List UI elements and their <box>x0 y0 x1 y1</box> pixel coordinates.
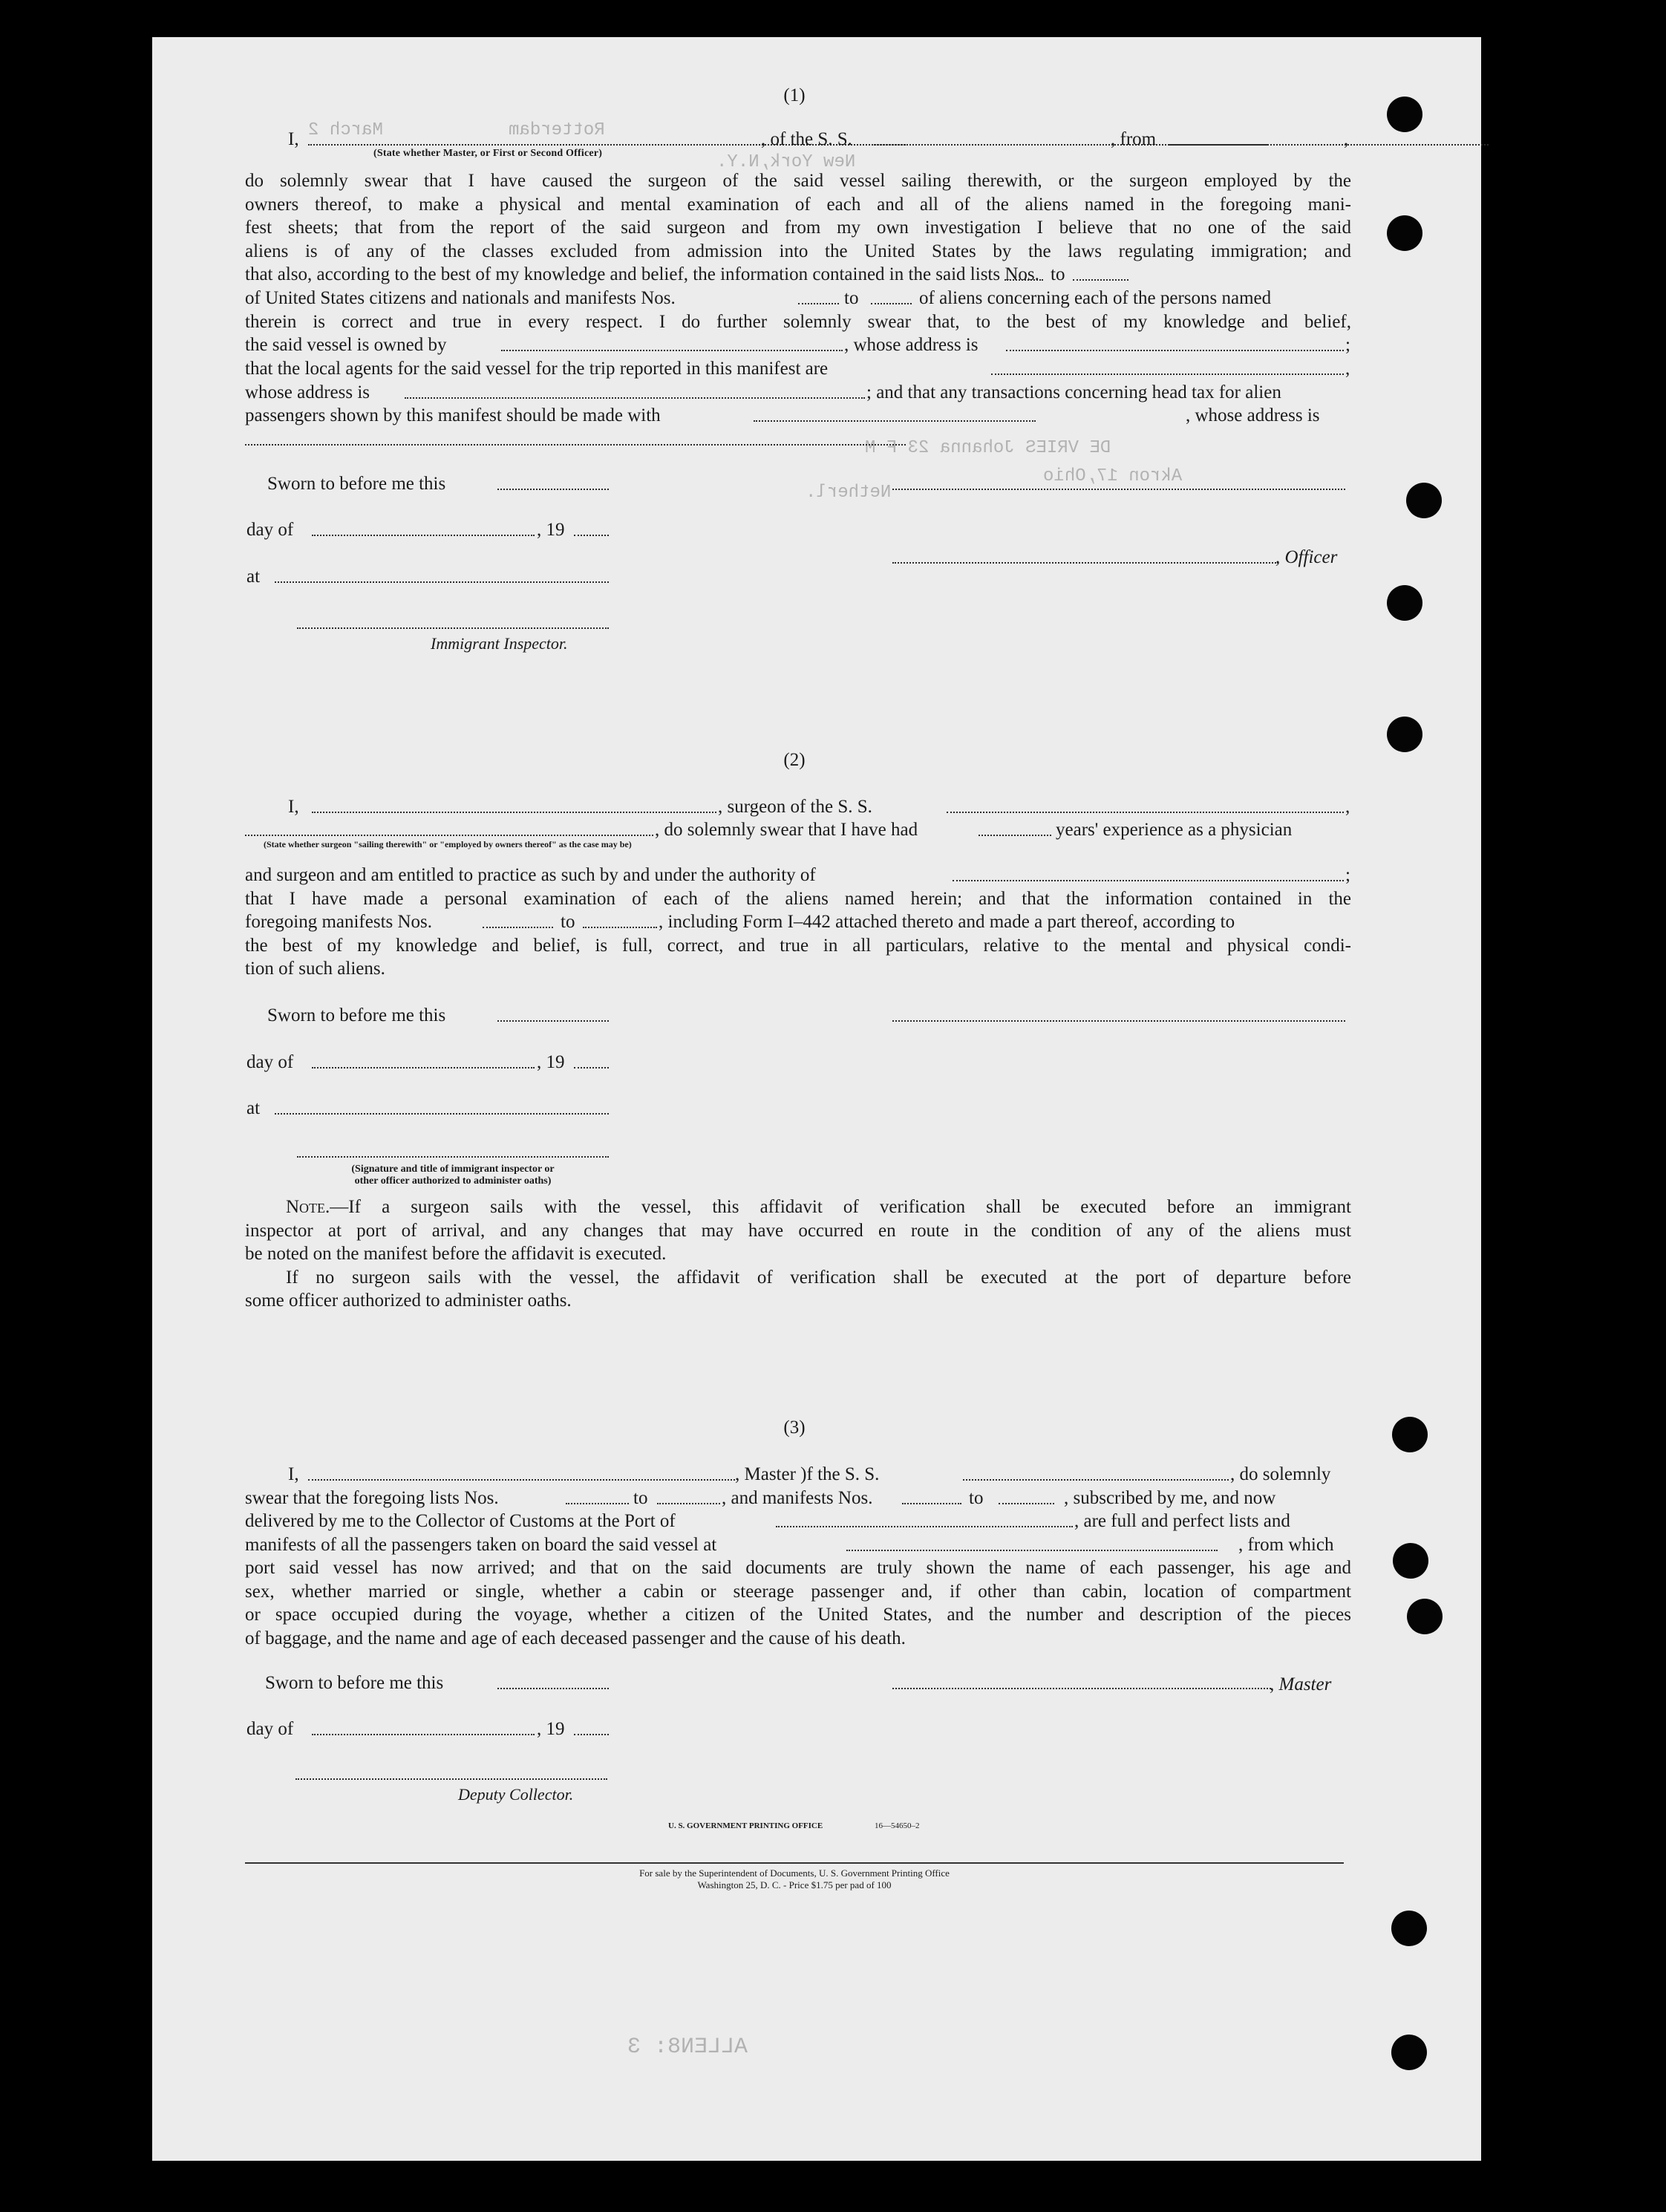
s1-para-line-4: aliens is of any of the classes excluded from admission into the United States by the laws regulating immigration; and <box>245 241 1351 261</box>
s1-owner-address-field[interactable] <box>1006 350 1344 351</box>
s2-line1-comma: , <box>1345 797 1350 817</box>
punch-hole <box>1406 483 1442 518</box>
s1-lists-to-field[interactable] <box>1073 279 1128 281</box>
s2-at-field[interactable] <box>275 1113 609 1115</box>
s3-para-line-2: sex, whether married or single, whether a cabin or steerage passenger and, if other than cabin, location of compartment <box>245 1582 1351 1602</box>
s1-para-line-6: of United States citizens and nationals and manifests Nos. <box>245 288 676 308</box>
s3-manifests-label: , and manifests Nos. <box>722 1488 873 1508</box>
s2-note-line-3: be noted on the manifest before the affidavit is executed. <box>245 1244 667 1264</box>
s1-inspector-label: Immigrant Inspector. <box>431 634 568 653</box>
punch-hole <box>1387 97 1422 132</box>
s3-collector-signature-line[interactable] <box>295 1778 607 1780</box>
s2-surgeon-ss-label: , surgeon of the S. S. <box>718 797 872 817</box>
s2-sailing-note: (State whether surgeon "sailing therewith" or "employed by owners thereof" as the case may be) <box>264 839 632 849</box>
s2-note2-line-1: If no surgeon sails with the vessel, the affidavit of verification shall be executed at the port of departure before <box>286 1268 1351 1288</box>
s2-sworn-field[interactable] <box>497 1020 609 1022</box>
s2-years-label: years' experience as a physician <box>1056 820 1293 840</box>
s1-manifests-to-field[interactable] <box>871 303 912 304</box>
s2-form-text: , including Form I–442 attached thereto and made a part thereof, according to <box>659 912 1235 932</box>
s1-day-of-label: day of <box>246 520 294 540</box>
s2-day-of-label: day of <box>246 1052 294 1072</box>
punch-hole <box>1391 2035 1427 2070</box>
punch-hole <box>1387 717 1422 752</box>
s1-officer-note: (State whether Master, or First or Second Officer) <box>373 148 603 159</box>
s3-collector-label: delivered by me to the Collector of Customs at the Port of <box>245 1511 676 1531</box>
s1-owner-field[interactable] <box>501 350 843 351</box>
s1-sworn-label: Sworn to before me this <box>267 474 446 494</box>
s3-from-which-label: , from which <box>1238 1535 1334 1555</box>
s3-taken-at-field[interactable] <box>846 1550 1218 1551</box>
punch-hole <box>1393 1543 1428 1579</box>
s3-master-signature-line[interactable] <box>892 1688 1271 1689</box>
s3-ss-field[interactable] <box>963 1479 1229 1481</box>
s2-year-label: , 19 <box>537 1052 565 1072</box>
s1-headtax-address-field[interactable] <box>245 444 906 446</box>
s3-full-lists-label: , are full and perfect lists and <box>1074 1511 1290 1531</box>
s3-manifests-to: to <box>969 1488 984 1508</box>
s1-para-line-5: that also, according to the best of my knowledge and belief, the information contained in the said lists Nos. <box>245 264 1039 284</box>
s2-note2-line-2: some officer authorized to administer oaths. <box>245 1291 572 1311</box>
s1-para-line-11: passengers shown by this manifest should be made with <box>245 405 661 425</box>
bleed-through-nationality: Netherl. <box>806 483 892 503</box>
s3-lists-to: to <box>633 1488 648 1508</box>
s3-year-label: , 19 <box>537 1719 565 1739</box>
s2-authority-field[interactable] <box>953 880 1344 881</box>
s1-headtax-address-label: , whose address is <box>1186 405 1320 425</box>
s3-lists-label: swear that the foregoing lists Nos. <box>245 1488 499 1508</box>
s2-manifests-to-field[interactable] <box>583 927 657 928</box>
s1-officer-signature-line[interactable] <box>892 489 1345 490</box>
s2-ss-field[interactable] <box>947 812 1344 813</box>
s3-master-label: , Master <box>1270 1674 1332 1694</box>
s2-sworn-label: Sworn to before me this <box>267 1005 446 1025</box>
section-3-number: (3) <box>783 1417 806 1438</box>
s2-inspector-signature-line[interactable] <box>297 1156 609 1158</box>
s1-agents-field[interactable] <box>991 373 1344 375</box>
s2-para-line-2: foregoing manifests Nos. <box>245 912 433 932</box>
s2-para-line-3: the best of my knowledge and belief, is full, correct, and true in all particulars, relative to the mental and physical condi- <box>245 936 1351 956</box>
s1-owner-address-label: , whose address is <box>844 335 979 355</box>
s1-day-field[interactable] <box>312 535 535 536</box>
s1-para-line-7: therein is correct and true in every respect. I do further solemnly swear that, to the best of my knowledge and belief, <box>245 312 1351 332</box>
s3-manifests-from-field[interactable] <box>902 1503 961 1504</box>
s1-line1-comma: , <box>1344 129 1349 149</box>
s1-manifests-to: to <box>844 288 859 308</box>
s1-line8-semicolon: ; <box>1345 335 1350 355</box>
bleed-through-port: New York,N.Y. <box>716 152 856 172</box>
s1-officer-field-2[interactable] <box>892 562 1278 564</box>
s3-master-name-field[interactable] <box>308 1479 735 1481</box>
punch-hole <box>1407 1599 1443 1634</box>
s1-from-field[interactable] <box>1169 144 1489 146</box>
s1-lists-to: to <box>1051 264 1065 284</box>
s2-authority-text: and surgeon and am entitled to practice as such by and under the authority of <box>245 865 816 885</box>
s3-subscribed-label: , subscribed by me, and now <box>1064 1488 1276 1508</box>
s2-note-label: Note. <box>286 1197 330 1217</box>
s1-aliens-text: of aliens concerning each of the persons named <box>919 288 1272 308</box>
s1-para-line-1: do solemnly swear that I have caused the surgeon of the said vessel sailing therewith, or the surgeon employed by the <box>245 171 1351 191</box>
s3-collector-label: Deputy Collector. <box>458 1785 574 1804</box>
manifest-affidavit-page <box>152 37 1481 2161</box>
section-1-number: (1) <box>783 85 806 105</box>
bleed-through-bottom: ALLEN8: 3 <box>627 2035 748 2060</box>
s2-swear-label: , do solemnly swear that I have had <box>655 820 918 840</box>
s2-surgeon-signature-line[interactable] <box>892 1020 1345 1022</box>
sale-notice-line-1: For sale by the Superintendent of Documents, U. S. Government Printing Office <box>639 1867 950 1879</box>
punch-hole <box>1387 215 1422 251</box>
s2-i-label: I, <box>288 797 299 817</box>
s1-headtax-text: ; and that any transactions concerning head tax for alien <box>866 382 1281 402</box>
s3-para-line-1: port said vessel has now arrived; and that on the said documents are truly shown the name of each passenger, his age and <box>245 1558 1351 1578</box>
s2-day-field[interactable] <box>312 1067 535 1069</box>
s2-manifests-to: to <box>561 912 575 932</box>
s1-line9-comma: , <box>1345 359 1350 379</box>
punch-hole <box>1392 1417 1428 1452</box>
s1-headtax-agent-field[interactable] <box>754 420 1036 422</box>
bleed-through-date: March 2 <box>308 120 383 140</box>
gpo-form-number: 16—54650–2 <box>875 1821 920 1830</box>
s1-para-line-3: fest sheets; that from the report of the said surgeon and from my own investigation I believe that no one of the said <box>245 218 1351 238</box>
s3-taken-label: manifests of all the passengers taken on board the said vessel at <box>245 1535 717 1555</box>
bleed-through-address: Akron 17,Ohio <box>1043 466 1183 486</box>
s2-sig-note-2: other officer authorized to administer oaths) <box>354 1175 552 1187</box>
s1-para-line-2: owners thereof, to make a physical and mental examination of each and all of the aliens named in the foregoing mani- <box>245 195 1351 215</box>
s2-para-line-1: that I have made a personal examination of each of the aliens named herein; and that the information contained in the <box>245 889 1351 909</box>
s2-sailing-field[interactable] <box>245 835 653 836</box>
s3-day-field[interactable] <box>312 1734 535 1735</box>
s3-day-of-label: day of <box>246 1719 294 1739</box>
s2-years-field[interactable] <box>979 835 1051 836</box>
s2-sig-note-1: (Signature and title of immigrant inspector or <box>351 1164 555 1175</box>
s2-para-line-4: tion of such aliens. <box>245 959 385 979</box>
s1-from-label: , from <box>1111 129 1157 149</box>
s1-inspector-signature-line[interactable] <box>297 627 609 629</box>
s1-at-label: at <box>246 567 261 587</box>
s2-note-text-1: —If a surgeon sails with the vessel, this affidavit of verification shall be executed before an immigrant <box>330 1197 1351 1217</box>
s3-solemnly-label: , do solemnly <box>1230 1464 1331 1484</box>
bleed-through-passenger: DE VRIES Johanna 23 F M <box>865 438 1111 458</box>
s1-ss-label: , of the S. S. <box>761 129 852 149</box>
s1-year-label: , 19 <box>537 520 565 540</box>
s1-para-line-8: the said vessel is owned by <box>245 335 447 355</box>
s3-para-line-3: or space occupied during the voyage, whether a citizen of the United States, and the number and description of the pieces <box>245 1605 1351 1625</box>
s3-sworn-field[interactable] <box>497 1688 609 1689</box>
s1-officer-label: , Officer <box>1275 547 1338 567</box>
punch-hole <box>1391 1911 1427 1946</box>
s3-port-field[interactable] <box>776 1526 1073 1527</box>
s2-note-line-1 <box>245 1195 1351 1219</box>
s1-lists-from-field[interactable] <box>1004 279 1043 281</box>
sale-notice-line-2: Washington 25, D. C. - Price $1.75 per pad of 100 <box>697 1879 892 1890</box>
bleed-through-rotterdam: Rotterdam <box>509 120 605 140</box>
punch-hole <box>1387 585 1422 621</box>
s1-at-field[interactable] <box>275 581 609 583</box>
s3-manifests-to-field[interactable] <box>999 1503 1054 1504</box>
s3-year-field[interactable] <box>574 1734 609 1735</box>
s3-master-ss-label: , Master )f the S. S. <box>735 1464 880 1484</box>
s1-para-line-10: whose address is <box>245 382 370 402</box>
s2-authority-semicolon: ; <box>1345 865 1350 885</box>
s3-sworn-label: Sworn to before me this <box>265 1673 444 1693</box>
s2-manifests-from-field[interactable] <box>483 927 553 928</box>
s3-i-label: I, <box>288 1464 299 1484</box>
section-2-number: (2) <box>783 750 806 770</box>
s1-sworn-field[interactable] <box>497 489 609 490</box>
s3-lists-from-field[interactable] <box>566 1503 629 1504</box>
s1-para-line-9: that the local agents for the said vessel for the trip reported in this manifest are <box>245 359 829 379</box>
footer-rule <box>245 1862 1344 1864</box>
s1-i-label: I, <box>288 129 299 149</box>
s1-year-field[interactable] <box>574 535 609 536</box>
s1-agents-address-field[interactable] <box>405 397 865 399</box>
s2-year-field[interactable] <box>574 1067 609 1069</box>
s2-at-label: at <box>246 1098 261 1118</box>
s3-lists-to-field[interactable] <box>657 1503 720 1504</box>
s3-para-line-4: of baggage, and the name and age of each deceased passenger and the cause of his death. <box>245 1628 906 1648</box>
s1-manifests-from-field[interactable] <box>798 303 839 304</box>
s2-note-line-2: inspector at port of arrival, and any changes that may have occurred en route in the condition of any of the aliens must <box>245 1221 1351 1241</box>
gpo-imprint: U. S. GOVERNMENT PRINTING OFFICE <box>668 1821 823 1830</box>
s2-surgeon-name-field[interactable] <box>312 812 716 813</box>
